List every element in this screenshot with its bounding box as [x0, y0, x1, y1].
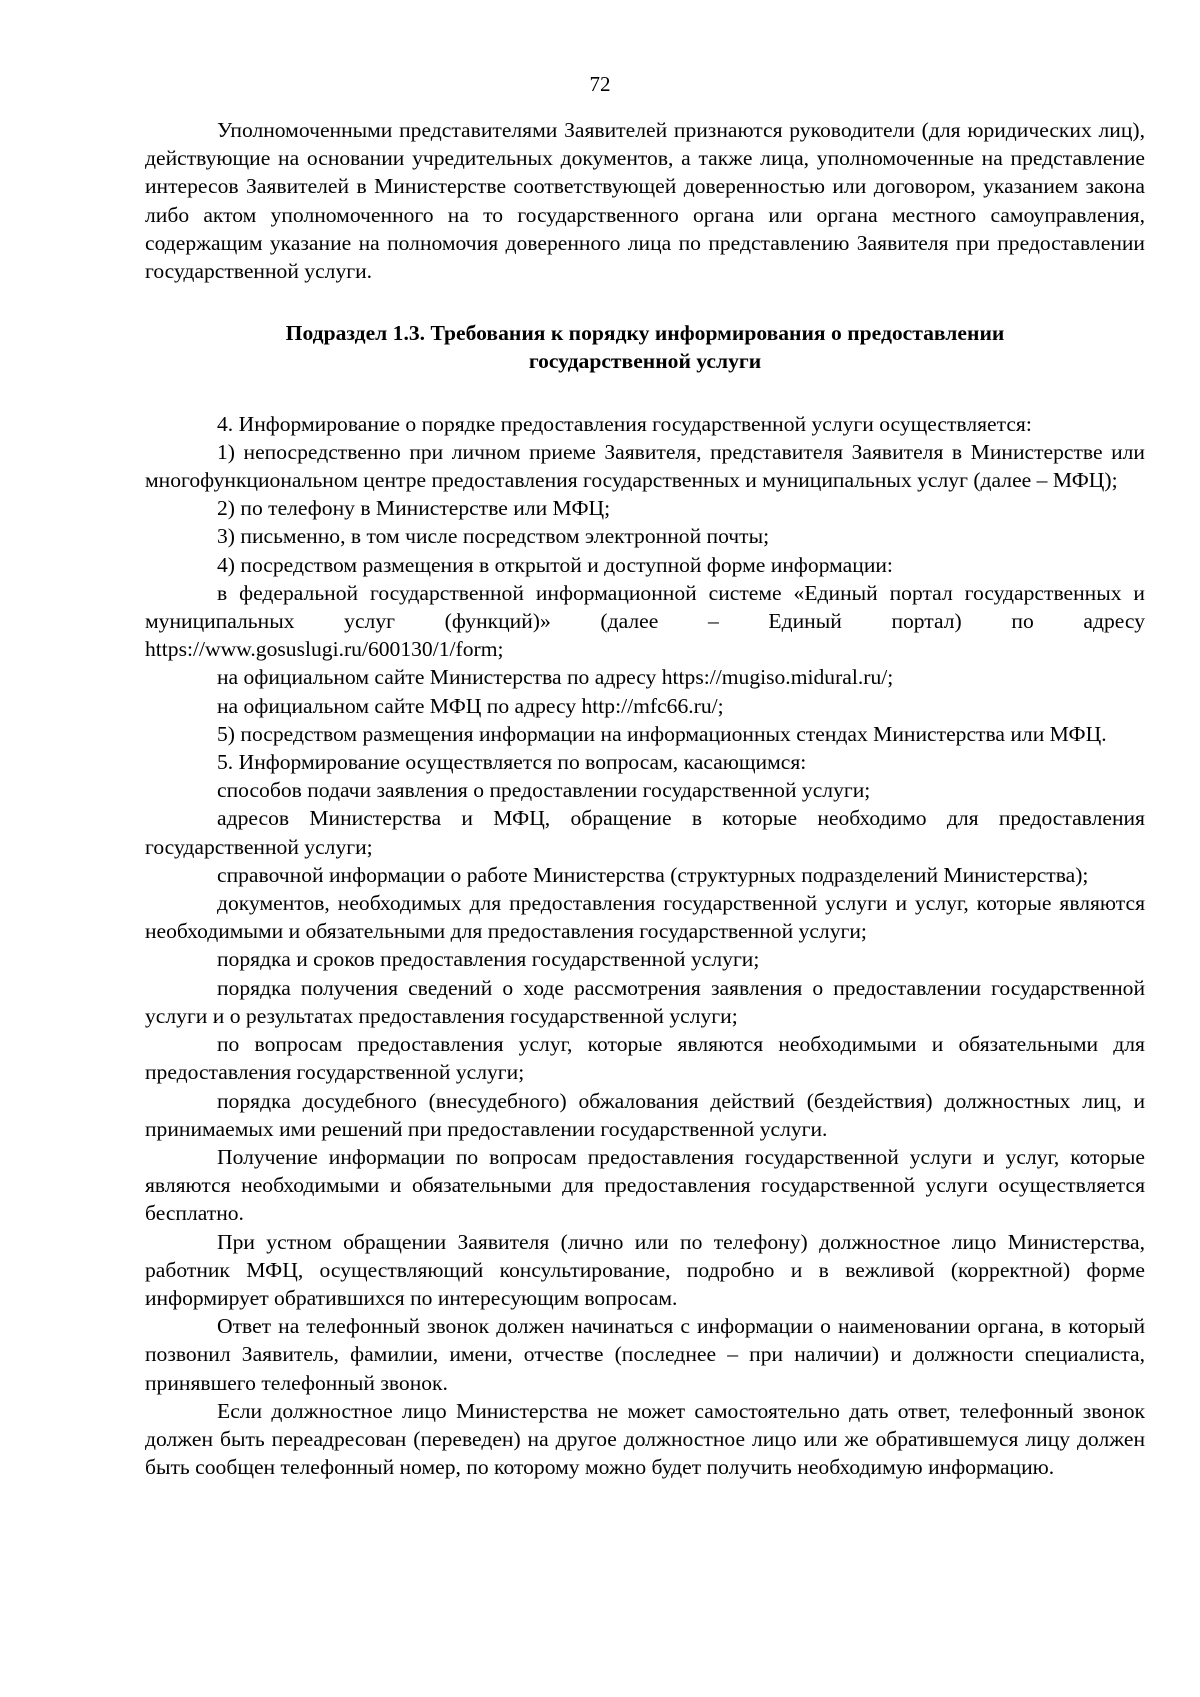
- paragraph-topic-terms: порядка и сроков предоставления государственной услуги;: [217, 947, 760, 972]
- section-heading-line-1: Подраздел 1.3. Требования к порядку информирования о предоставлении: [285, 321, 1005, 346]
- paragraph-topic-documents: документов, необходимых для предоставления государственной услуги и услуг, которые являются необходимыми и обязательными для предоставления государственной услуги;: [145, 891, 1145, 944]
- paragraph-oral-request: При устном обращении Заявителя (лично или по телефону) должностное лицо Министерства, работник МФЦ, осуществляющий консультирование, подробно и в вежливой (корректной) форме информирует обратившихся по интересующим вопросам.: [145, 1229, 1145, 1310]
- page-number: 72: [589, 72, 611, 96]
- intro-paragraph: Уполномоченными представителями Заявителей признаются руководители (для юридических лиц), действующие на основании учредительных документов, а также лица, уполномоченные на представление интересов Заявителей в Министерстве соответствующей доверенностью или договором, указанием закона либо актом уполномоченного на то государственного органа или органа местного самоуправления, содержащим указание на полномочия доверенного лица по представлению Заявителя при предоставлении государственной услуги.: [145, 118, 1145, 284]
- paragraph-item-4: 4. Информирование о порядке предоставления государственной услуги осуществляется:: [217, 411, 1032, 436]
- paragraph-topic-application-methods: способов подачи заявления о предоставлении государственной услуги;: [217, 778, 871, 803]
- paragraph-topic-progress: порядка получения сведений о ходе рассмотрения заявления о предоставлении государственной услуги и о результатах предоставления государственной услуги;: [145, 975, 1145, 1028]
- paragraph-ministry-site: на официальном сайте Министерства по адресу https://mugiso.midural.ru/;: [217, 665, 894, 690]
- paragraph-subitem-3: 3) письменно, в том числе посредством электронной почты;: [217, 524, 770, 549]
- paragraph-redirect: Если должностное лицо Министерства не может самостоятельно дать ответ, телефонный звонок должен быть переадресован (переведен) на другое должностное лицо или же обратившемуся лицу должен быть сообщен телефонный номер, по которому можно будет получить необходимую информацию.: [145, 1398, 1145, 1480]
- paragraph-topic-reference-info: справочной информации о работе Министерства (структурных подразделений Министерства);: [217, 862, 1089, 887]
- section-heading: [145, 319, 1145, 375]
- paragraph-subitem-5: 5) посредством размещения информации на информационных стендах Министерства или МФЦ.: [217, 721, 1107, 746]
- paragraph-phone-answer: Ответ на телефонный звонок должен начинаться с информации о наименовании органа, в который позвонил Заявитель, фамилии, имени, отчестве (последнее – при наличии) и должности специалиста, принявшего телефонный звонок.: [145, 1314, 1145, 1395]
- paragraph-subitem-1: 1) непосредственно при личном приеме Заявителя, представителя Заявителя в Министерстве или многофункциональном центре предоставления государственных и муниципальных услуг (далее – МФЦ);: [145, 439, 1145, 493]
- paragraph-gosuslugi-portal: в федеральной государственной информационной системе «Единый портал государственных и муниципальных услуг (функций)» (далее – Единый портал) по адресу https://www.gosuslugi.ru/600130/1/form;: [145, 580, 1145, 662]
- paragraph-topic-appeal: порядка досудебного (внесудебного) обжалования действий (бездействия) должностных лиц, и принимаемых ими решений при предоставлении государственной услуги.: [145, 1088, 1145, 1141]
- paragraph-mfc-site: на официальном сайте МФЦ по адресу http://mfc66.ru/;: [217, 693, 724, 718]
- paragraph-item-5: 5. Информирование осуществляется по вопросам, касающимся:: [217, 750, 807, 775]
- paragraph-subitem-4: 4) посредством размещения в открытой и доступной форме информации:: [217, 552, 893, 577]
- paragraph-topic-addresses: адресов Министерства и МФЦ, обращение в которые необходимо для предоставления государственной услуги;: [145, 806, 1145, 859]
- section-heading-line-2: государственной услуги: [528, 349, 762, 374]
- document-body: [145, 116, 1145, 1481]
- paragraph-topic-related-services: по вопросам предоставления услуг, которые являются необходимыми и обязательными для предоставления государственной услуги;: [145, 1032, 1145, 1085]
- paragraph-free-of-charge: Получение информации по вопросам предоставления государственной услуги и услуг, которые являются необходимыми и обязательными для предоставления государственной услуги осуществляется бесплатно.: [145, 1144, 1145, 1226]
- paragraph-subitem-2: 2) по телефону в Министерстве или МФЦ;: [217, 496, 611, 521]
